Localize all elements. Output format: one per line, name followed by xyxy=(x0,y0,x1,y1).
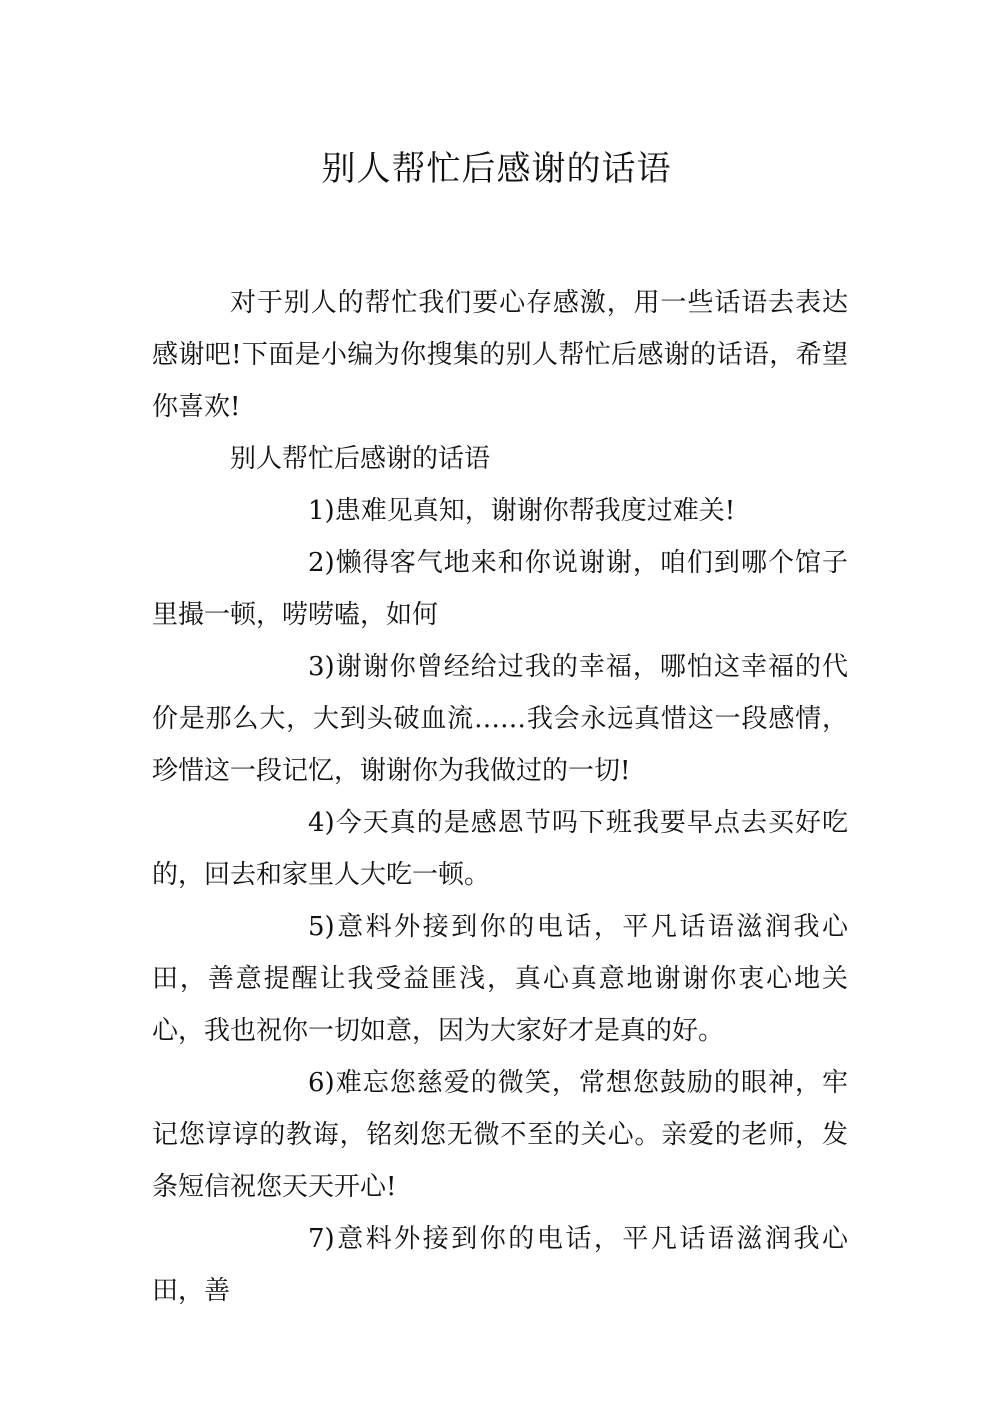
list-item xyxy=(152,797,848,901)
document-title: 别人帮忙后感谢的话语 xyxy=(321,148,672,189)
list-item-number: 1) xyxy=(308,496,335,526)
list-item-text: 意料外接到你的电话，平凡话语滋润我心田，善 xyxy=(152,1224,848,1306)
document-body xyxy=(152,277,848,1317)
list-item-number: 4) xyxy=(308,808,335,838)
list-item xyxy=(152,901,848,1057)
list-item xyxy=(152,1213,848,1317)
list-item-number: 6) xyxy=(308,1068,335,1098)
list-item xyxy=(152,537,848,641)
list-item xyxy=(152,485,848,537)
list-item-text: 难忘您慈爱的微笑，常想您鼓励的眼神，牢记您谆谆的教诲，铭刻您无微不至的关心。亲爱的老师，发条短信祝您天天开心! xyxy=(152,1068,848,1202)
list-item-text: 意料外接到你的电话，平凡话语滋润我心田，善意提醒让我受益匪浅，真心真意地谢谢你衷心地关心，我也祝你一切如意，因为大家好才是真的好。 xyxy=(152,912,848,1046)
list-item-number: 2) xyxy=(308,548,335,578)
list-item-number: 5) xyxy=(308,912,335,942)
list-item-text: 今天真的是感恩节吗下班我要早点去买好吃的，回去和家里人大吃一顿。 xyxy=(152,808,848,890)
list-item-number: 7) xyxy=(308,1224,335,1254)
section-heading: 别人帮忙后感谢的话语 xyxy=(230,444,491,474)
list-item-number: 3) xyxy=(308,652,335,682)
list-item xyxy=(152,641,848,797)
intro-paragraph: 对于别人的帮忙我们要心存感激，用一些话语去表达感谢吧!下面是小编为你搜集的别人帮忙后感谢的话语，希望你喜欢! xyxy=(152,288,848,422)
list-item-text: 懒得客气地来和你说谢谢，咱们到哪个馆子里撮一顿，唠唠嗑，如何 xyxy=(152,548,848,630)
list-item xyxy=(152,1057,848,1213)
list-item-text: 谢谢你曾经给过我的幸福，哪怕这幸福的代价是那么大，大到头破血流……我会永远真惜这一段感情，珍惜这一段记忆，谢谢你为我做过的一切! xyxy=(152,652,848,786)
list-item-text: 患难见真知，谢谢你帮我度过难关! xyxy=(334,496,736,526)
